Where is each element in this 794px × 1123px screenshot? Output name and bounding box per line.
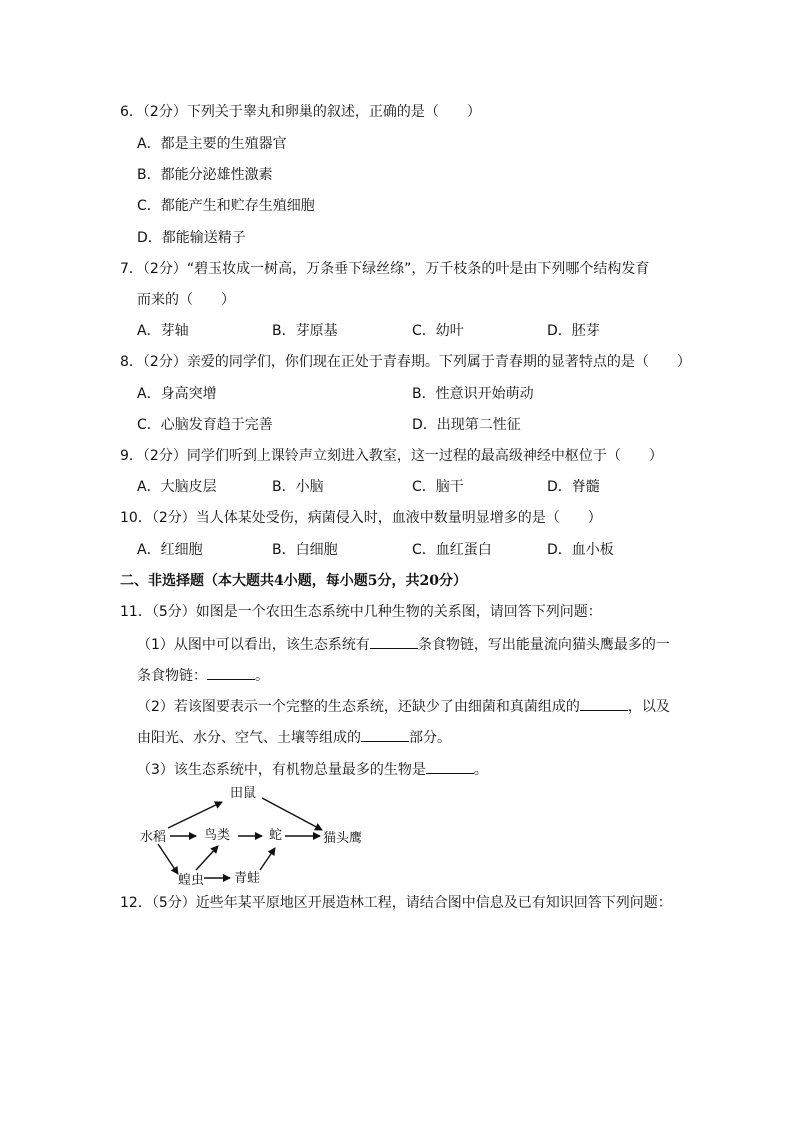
question-6-option-b: B．都能分泌雄性激素 bbox=[137, 167, 273, 183]
question-10-option-d: D．血小板 bbox=[547, 542, 614, 558]
question-8-option-b: B．性意识开始萌动 bbox=[412, 386, 534, 402]
question-12-stem: 12．（5分）近些年某平原地区开展造林工程，请结合图中信息及已有知识回答下列问题： bbox=[120, 895, 672, 911]
question-9-option-d: D．脊髓 bbox=[547, 479, 600, 495]
answer-blank-food-chain-count[interactable] bbox=[370, 634, 418, 649]
node-rice: 水稻 bbox=[140, 830, 167, 845]
question-6-option-d: D．都能输送精子 bbox=[137, 230, 246, 246]
arrow-rice-to-locust bbox=[158, 844, 178, 874]
question-9-stem: 9．（2分）同学们听到上课铃声立刻进入教室，这一过程的最高级神经中枢位于（ ） bbox=[120, 448, 663, 464]
question-8-stem: 8．（2分）亲爱的同学们，你们现在正处于青春期。下列属于青春期的显著特点的是（ ） bbox=[120, 354, 691, 370]
question-8-option-d: D．出现第二性征 bbox=[412, 417, 521, 433]
question-7-stem: 7．（2分）“碧玉妆成一树高，万条垂下绿丝绦”，万千枝条的叶是由下列哪个结构发育 bbox=[120, 261, 650, 277]
question-7-option-a: A．芽轴 bbox=[137, 323, 189, 339]
arrow-field-mouse-to-owl bbox=[262, 798, 322, 830]
node-locust: 蝗虫 bbox=[178, 873, 205, 888]
question-7-option-c: C．幼叶 bbox=[412, 323, 464, 339]
node-field-mouse: 田鼠 bbox=[230, 786, 257, 801]
question-9-option-c: C．脑干 bbox=[412, 479, 464, 495]
question-6-option-c: C．都能产生和贮存生殖细胞 bbox=[137, 198, 315, 214]
node-owl: 猫头鹰 bbox=[323, 831, 363, 846]
question-10-option-a: A．红细胞 bbox=[137, 542, 203, 558]
question-11-stem: 11．（5分）如图是一个农田生态系统中几种生物的关系图，请回答下列问题： bbox=[120, 604, 602, 620]
question-11-part-1: （1）从图中可以看出，该生态系统有 条食物链，写出能量流向猫头鹰最多的一 bbox=[137, 634, 670, 655]
arrow-rice-to-field-mouse bbox=[168, 802, 222, 828]
arrow-locust-to-bird bbox=[196, 846, 218, 870]
answer-blank-decomposers[interactable] bbox=[580, 696, 628, 711]
question-10-stem: 10．（2分）当人体某处受伤，病菌侵入时，血液中数量明显增多的是（ ） bbox=[120, 510, 602, 526]
section-2-heading: 二、非选择题（本大题共4小题，每小题5分，共20分） bbox=[120, 573, 467, 589]
question-11-part-3: （3）该生态系统中，有机物总量最多的生物是 。 bbox=[137, 759, 488, 780]
question-10-option-c: C．血红蛋白 bbox=[412, 542, 492, 558]
question-11-part-2: （2）若该图要表示一个完整的生态系统，还缺少了由细菌和真菌组成的 ，以及 bbox=[137, 696, 670, 717]
question-9-option-b: B．小脑 bbox=[272, 479, 324, 495]
question-8-option-a: A．身高突增 bbox=[137, 386, 217, 402]
node-snake: 蛇 bbox=[269, 828, 283, 843]
answer-blank-food-chain[interactable] bbox=[207, 665, 255, 680]
answer-blank-producer[interactable] bbox=[426, 759, 474, 774]
answer-blank-abiotic[interactable] bbox=[361, 727, 409, 742]
question-8-option-c: C．心脑发育趋于完善 bbox=[137, 417, 273, 433]
question-7-option-d: D．胚芽 bbox=[547, 323, 600, 339]
food-web-diagram bbox=[130, 780, 380, 890]
arrow-frog-to-snake bbox=[260, 848, 275, 870]
node-bird: 鸟类 bbox=[204, 828, 231, 843]
node-frog: 青蛙 bbox=[234, 871, 261, 886]
question-7-stem-continued: 而来的（ ） bbox=[137, 292, 235, 308]
question-9-option-a: A．大脑皮层 bbox=[137, 479, 217, 495]
question-10-option-b: B．白细胞 bbox=[272, 542, 338, 558]
question-11-part-2-continued: 由阳光、水分、空气、土壤等组成的 部分。 bbox=[137, 727, 451, 748]
question-6-stem: 6．（2分）下列关于睾丸和卵巢的叙述，正确的是（ ） bbox=[120, 104, 481, 120]
question-6-option-a: A．都是主要的生殖器官 bbox=[137, 136, 287, 152]
question-11-part-1-continued: 条食物链： 。 bbox=[137, 665, 269, 686]
question-7-option-b: B．芽原基 bbox=[272, 323, 338, 339]
